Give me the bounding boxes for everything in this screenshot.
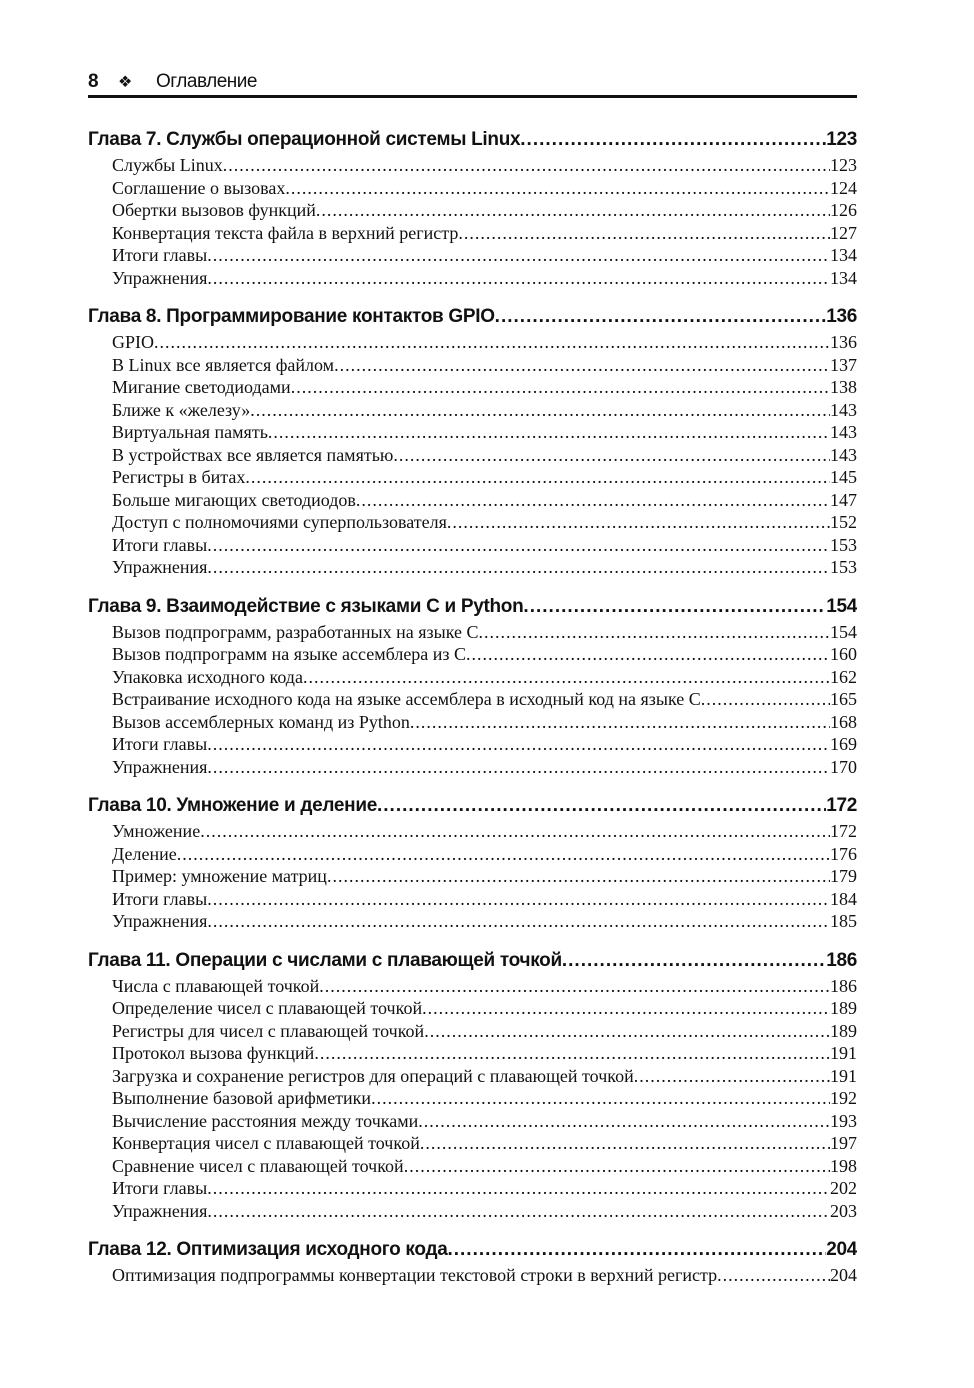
toc-entry[interactable] [88, 1020, 857, 1043]
toc-chapter[interactable] [88, 302, 857, 331]
toc-chapter-title: Глава 9. Взаимодействие с языками C и Python [88, 595, 524, 617]
toc-entry[interactable] [88, 756, 857, 779]
toc-entry-page: 136 [830, 332, 857, 352]
toc-chapter[interactable] [88, 946, 857, 975]
toc-entry-title: Итоги главы [112, 534, 208, 555]
toc-entry[interactable] [88, 1087, 857, 1110]
toc-entry-title: Конвертация текста файла в верхний регистр [112, 222, 459, 243]
toc-entry-page: 153 [830, 534, 857, 555]
toc-entry[interactable] [88, 199, 857, 222]
toc-entry-title: Итоги главы [112, 888, 208, 909]
toc-entry-page: 154 [830, 621, 857, 642]
toc-entry-page: 197 [830, 1133, 857, 1153]
toc-chapter-page: 204 [826, 1239, 857, 1260]
dot-leader [207, 556, 830, 579]
toc-entry-page: 198 [830, 1155, 857, 1176]
toc-entry-page: 123 [830, 155, 857, 175]
toc-chapter-title: Глава 8. Программирование контактов GPIO [88, 306, 495, 327]
dot-leader [447, 511, 830, 534]
toc-entry-page: 138 [830, 377, 857, 397]
toc-entry-page: 145 [830, 467, 857, 487]
dot-leader [410, 711, 830, 734]
toc-entry-page: 184 [830, 888, 857, 909]
dot-leader [250, 399, 830, 422]
toc-entry[interactable] [88, 643, 857, 666]
toc-entry-title: Упражнения [112, 1200, 208, 1221]
toc-entry-title: Доступ с полномочиями суперпользователя [112, 512, 447, 532]
toc-entry-title: Пример: умножение матриц [112, 866, 327, 886]
toc-entry-title: Выполнение базовой арифметики [112, 1088, 372, 1108]
toc-entry-title: Упражнения [112, 557, 208, 577]
toc-entry-title: Деление [112, 843, 177, 864]
dot-leader [420, 1132, 830, 1155]
dot-leader [245, 466, 830, 489]
dot-leader [207, 733, 830, 756]
toc-entry[interactable] [88, 1065, 857, 1088]
toc-entry-title: Виртуальная память [112, 422, 268, 442]
toc-entry[interactable] [88, 1177, 857, 1200]
toc-entry-title: Загрузка и сохранение регистров для операций с плавающей точкой [112, 1065, 634, 1086]
toc-entry-title: Итоги главы [112, 245, 208, 265]
toc-entry-title: Итоги главы [112, 734, 208, 754]
dot-leader [314, 1042, 830, 1065]
toc-entry[interactable] [88, 267, 857, 290]
dot-leader [520, 125, 826, 154]
toc-entry-title: Регистры для чисел с плавающей точкой [112, 1020, 425, 1041]
dot-leader [634, 1065, 830, 1088]
toc-entry-title: Оптимизация подпрограммы конвертации текстовой строки в верхний регистр [112, 1265, 718, 1285]
toc-entry-title: Числа с плавающей точкой [112, 975, 320, 996]
toc-entry[interactable] [88, 1042, 857, 1065]
dot-leader [701, 688, 830, 711]
ornament-icon: ❖ [118, 74, 133, 91]
toc-entry-page: 153 [830, 557, 857, 577]
toc-entry[interactable] [88, 1264, 857, 1287]
header-rule [88, 95, 857, 98]
toc-chapter-page: 123 [826, 129, 857, 150]
toc-entry[interactable] [88, 997, 857, 1020]
toc-chapter-title: Глава 10. Умножение и деление [88, 795, 377, 816]
toc-chapter[interactable] [88, 791, 857, 820]
toc-entry-title: Упаковка исходного кода [112, 666, 303, 687]
toc-chapter-title: Глава 11. Операции с числами с плавающей точкой [88, 949, 562, 971]
toc-entry-title: Конвертация чисел с плавающей точкой [112, 1133, 420, 1153]
dot-leader [207, 756, 830, 779]
toc-entry-page: 143 [830, 399, 857, 420]
toc-entry-title: GPIO [112, 332, 155, 352]
toc-entry-page: 162 [830, 666, 857, 687]
toc-entry[interactable] [88, 511, 857, 534]
toc-entry-page: 152 [830, 512, 857, 532]
toc-chapter[interactable] [88, 592, 857, 621]
toc-entry-title: Службы Linux [112, 155, 223, 175]
toc-entry-title: Вычисление расстояния между точками [112, 1110, 419, 1131]
toc-entry[interactable] [88, 865, 857, 888]
dot-leader [404, 1155, 830, 1178]
toc-entry-page: 127 [830, 222, 857, 243]
toc-entry-title: Упражнения [112, 911, 208, 931]
toc-entry[interactable] [88, 466, 857, 489]
table-of-contents [88, 125, 857, 1287]
toc-entry-title: Соглашение о вызовах [112, 177, 286, 198]
toc-entry[interactable] [88, 421, 857, 444]
toc-entry-page: 191 [830, 1043, 857, 1063]
toc-entry-page: 165 [830, 689, 857, 709]
dot-leader [466, 643, 830, 666]
toc-entry-title: Ближе к «железу» [112, 399, 251, 420]
dot-leader [316, 199, 830, 222]
toc-entry-page: 168 [830, 711, 857, 732]
toc-entry-page: 191 [830, 1065, 857, 1086]
toc-entry-page: 204 [830, 1265, 857, 1285]
dot-leader [393, 444, 830, 467]
toc-entry[interactable] [88, 910, 857, 933]
toc-entry[interactable] [88, 376, 857, 399]
toc-entry-page: 176 [830, 843, 857, 864]
toc-chapter-page: 136 [826, 306, 857, 327]
toc-entry-page: 169 [830, 734, 857, 754]
dot-leader [422, 997, 830, 1020]
dot-leader [207, 888, 830, 911]
toc-entry-page: 147 [830, 489, 857, 510]
toc-entry[interactable] [88, 820, 857, 843]
toc-entry[interactable] [88, 556, 857, 579]
toc-entry-page: 137 [830, 354, 857, 375]
toc-entry-page: 134 [830, 245, 857, 265]
toc-entry-page: 189 [830, 1020, 857, 1041]
dot-leader [291, 376, 830, 399]
toc-entry[interactable] [88, 177, 857, 200]
toc-entry[interactable] [88, 888, 857, 911]
toc-entry-page: 143 [830, 422, 857, 442]
toc-chapter-page: 186 [826, 949, 857, 971]
dot-leader [327, 865, 830, 888]
toc-entry[interactable] [88, 1110, 857, 1133]
running-title: Оглавление [156, 71, 257, 92]
dot-leader [418, 1110, 830, 1133]
dot-leader [207, 1177, 830, 1200]
toc-entry[interactable] [88, 843, 857, 866]
toc-entry[interactable] [88, 489, 857, 512]
toc-entry[interactable] [88, 688, 857, 711]
toc-entry-title: Встраивание исходного кода на языке ассемблера в исходный код на языке C [112, 689, 701, 709]
toc-entry-page: 202 [830, 1178, 857, 1198]
page-number: 8 [88, 71, 99, 92]
dot-leader [447, 1235, 826, 1264]
toc-entry-title: Упражнения [112, 756, 208, 777]
toc-entry[interactable] [88, 444, 857, 467]
dot-leader [303, 666, 830, 689]
toc-entry-page: 134 [830, 267, 857, 288]
toc-entry-page: 160 [830, 644, 857, 664]
dot-leader [207, 910, 830, 933]
toc-entry-page: 203 [830, 1200, 857, 1221]
dot-leader [207, 534, 830, 557]
dot-leader [268, 421, 830, 444]
toc-entry[interactable] [88, 244, 857, 267]
dot-leader [717, 1264, 830, 1287]
toc-chapter-title: Глава 7. Службы операционной системы Linux [88, 129, 521, 150]
dot-leader [479, 621, 830, 644]
toc-entry-title: Вызов подпрограмм, разработанных на языке C [112, 621, 479, 642]
toc-chapter[interactable] [88, 1235, 857, 1264]
dot-leader [371, 1087, 830, 1110]
toc-entry-page: 172 [830, 821, 857, 841]
dot-leader [458, 222, 830, 245]
toc-entry-page: 124 [830, 177, 857, 198]
dot-leader [177, 843, 830, 866]
dot-leader [207, 1200, 830, 1223]
toc-entry-page: 126 [830, 200, 857, 220]
toc-entry[interactable] [88, 222, 857, 245]
toc-chapter[interactable] [88, 125, 857, 154]
dot-leader [523, 592, 826, 621]
toc-entry-page: 192 [830, 1088, 857, 1108]
running-header [88, 68, 857, 96]
toc-entry-page: 189 [830, 998, 857, 1018]
toc-entry-title: Вызов подпрограмм на языке ассемблера из C [112, 644, 467, 664]
toc-entry-title: Упражнения [112, 267, 208, 288]
toc-chapter-page: 172 [826, 795, 857, 816]
toc-entry[interactable] [88, 975, 857, 998]
toc-entry-title: Сравнение чисел с плавающей точкой [112, 1155, 404, 1176]
dot-leader [200, 820, 830, 843]
toc-entry-title: Протокол вызова функций [112, 1043, 315, 1063]
dot-leader [223, 154, 830, 177]
toc-entry-title: Вызов ассемблерных команд из Python [112, 711, 410, 732]
toc-entry[interactable] [88, 1155, 857, 1178]
dot-leader [424, 1020, 830, 1043]
dot-leader [334, 354, 830, 377]
toc-entry-page: 193 [830, 1110, 857, 1131]
toc-entry-title: Умножение [112, 821, 201, 841]
toc-chapter-page: 154 [826, 595, 857, 617]
dot-leader [495, 302, 827, 331]
dot-leader [207, 244, 830, 267]
toc-entry[interactable] [88, 154, 857, 177]
toc-entry-title: Обертки вызовов функций [112, 200, 316, 220]
dot-leader [562, 946, 826, 975]
toc-entry[interactable] [88, 666, 857, 689]
toc-entry[interactable] [88, 621, 857, 644]
toc-entry[interactable] [88, 1200, 857, 1223]
toc-entry-title: В устройствах все является памятью [112, 444, 394, 465]
toc-entry[interactable] [88, 711, 857, 734]
toc-entry-title: Итоги главы [112, 1178, 208, 1198]
toc-entry-page: 186 [830, 975, 857, 996]
toc-entry[interactable] [88, 733, 857, 756]
toc-entry-title: Определение чисел с плавающей точкой [112, 998, 423, 1018]
toc-entry-page: 179 [830, 866, 857, 886]
toc-entry-title: Больше мигающих светодиодов [112, 489, 356, 510]
toc-entry-title: Регистры в битах [112, 467, 246, 487]
dot-leader [154, 331, 830, 354]
dot-leader [356, 489, 830, 512]
dot-leader [285, 177, 830, 200]
toc-entry-title: В Linux все является файлом [112, 354, 335, 375]
toc-entry-page: 143 [830, 444, 857, 465]
toc-entry[interactable] [88, 354, 857, 377]
dot-leader [319, 975, 830, 998]
toc-entry-title: Мигание светодиодами [112, 377, 291, 397]
toc-entry[interactable] [88, 1132, 857, 1155]
toc-entry-page: 185 [830, 911, 857, 931]
toc-chapter-title: Глава 12. Оптимизация исходного кода [88, 1239, 448, 1260]
toc-entry-page: 170 [830, 756, 857, 777]
dot-leader [207, 267, 830, 290]
dot-leader [377, 791, 826, 820]
toc-entry[interactable] [88, 331, 857, 354]
toc-entry[interactable] [88, 399, 857, 422]
toc-entry[interactable] [88, 534, 857, 557]
